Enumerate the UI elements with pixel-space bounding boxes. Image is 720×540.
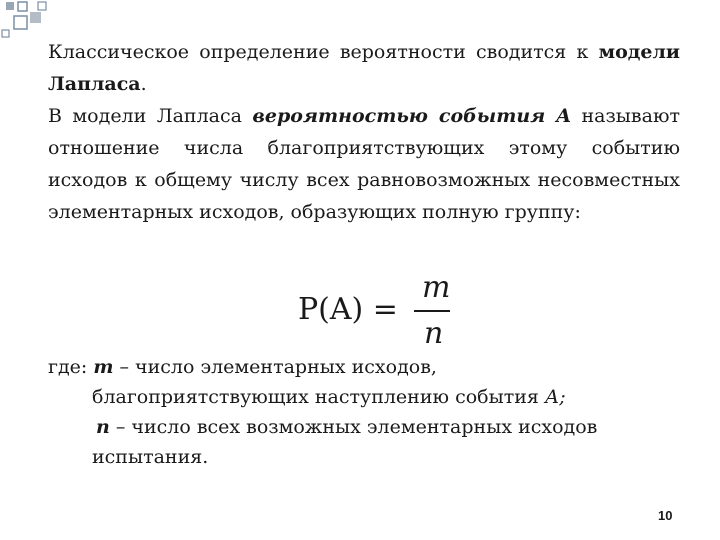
formula-lhs: P(A) = — [298, 292, 398, 327]
page-number: 10 — [658, 508, 673, 523]
intro-end: . — [140, 73, 147, 95]
definition-start: В модели Лапласа — [48, 105, 253, 127]
deco-square — [18, 2, 27, 11]
m-definition-line — [48, 352, 688, 382]
probability-term: вероятностью события A — [252, 105, 572, 127]
m-description-cont: благоприятствующих наступлению события — [92, 386, 545, 408]
n-definition-line — [48, 412, 688, 442]
fraction-bar — [414, 310, 450, 312]
m-definition-continuation — [48, 382, 688, 412]
intro-paragraph — [48, 36, 680, 100]
formula-denominator: n — [424, 316, 444, 351]
probability-formula — [298, 272, 468, 352]
deco-square — [30, 12, 41, 23]
deco-square — [2, 30, 9, 37]
n-description: – число всех возможных элементарных исходов — [109, 416, 598, 438]
intro-text: Классическое определение вероятности сводится к — [48, 41, 599, 63]
m-symbol: m — [93, 356, 114, 378]
deco-square — [14, 16, 27, 29]
formula-numerator: m — [422, 270, 451, 305]
definition-text — [48, 36, 680, 228]
m-description: – число элементарных исходов, — [113, 356, 437, 378]
n-description-cont: испытания. — [92, 446, 209, 468]
n-definition-continuation — [48, 442, 688, 472]
laplace-model-term: модели Лапласа — [48, 41, 680, 95]
variables-explanation — [48, 352, 688, 472]
where-prefix: где: — [48, 356, 94, 378]
event-a: А; — [544, 386, 566, 408]
deco-square — [6, 2, 14, 10]
definition-rest: называют отношение числа благоприятствующих этому событию исходов к общему числу всех равновозможных несовместных элементарных исходов, образующих полную группу: — [48, 105, 681, 223]
definition-paragraph — [48, 100, 680, 228]
n-symbol: n — [96, 416, 110, 438]
deco-square — [38, 2, 46, 10]
